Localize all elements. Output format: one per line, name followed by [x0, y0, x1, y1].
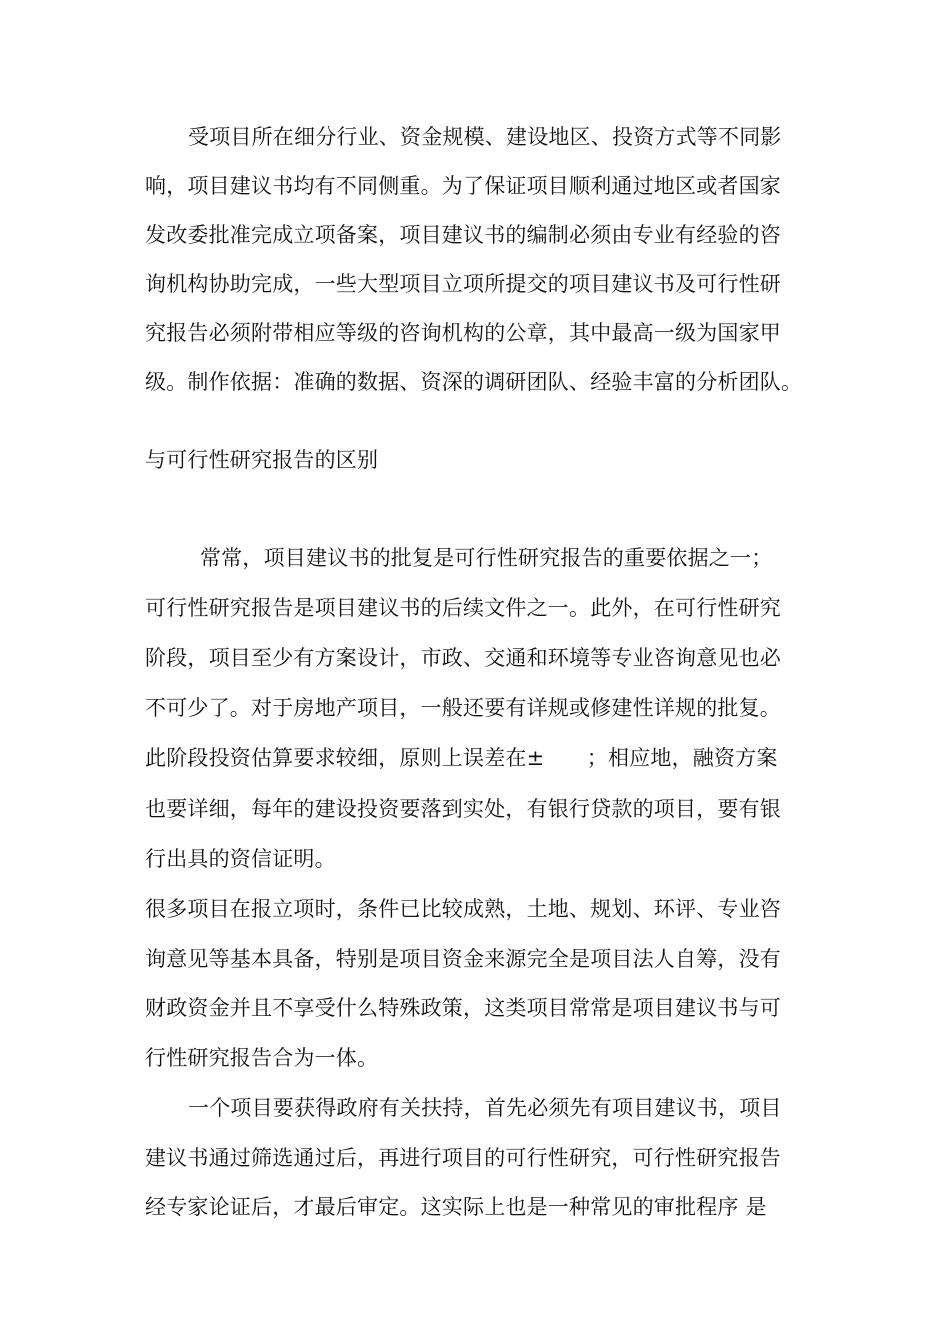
paragraph-1-line-1: 受项目所在细分行业、资金规模、建设地区、投资方式等不同影: [188, 125, 782, 149]
paragraph-3-line-4: 行性研究报告合为一体。: [145, 1046, 379, 1070]
section-heading: 与可行性研究报告的区别: [145, 448, 379, 472]
paragraph-2-line-2: 可行性研究报告是项目建议书的后续文件之一。此外，在可行性研究: [145, 596, 781, 620]
paragraph-1-line-3: 发改委批准完成立项备案，项目建议书的编制必须由专业有经验的咨: [145, 223, 781, 247]
paragraph-1-line-5: 究报告必须附带相应等级的咨询机构的公章，其中最高一级为国家甲: [145, 321, 781, 345]
paragraph-2-line-7: 行出具的资信证明。: [145, 847, 336, 871]
paragraph-4-line-3: 经专家论证后，才最后审定。这实际上也是一种常见的审批程序 是: [145, 1195, 767, 1219]
paragraph-3-line-2: 询意见等基本具备，特别是项目资金来源完全是项目法人自筹，没有: [145, 947, 781, 971]
paragraph-3-line-1: 很多项目在报立项时，条件已比较成熟，土地、规划、环评、专业咨: [145, 897, 781, 921]
paragraph-2-line-5: 此阶段投资估算要求较细，原则上误差在± ；相应地，融资方案: [145, 746, 778, 770]
paragraph-1-line-6: 级。制作依据：准确的数据、资深的调研团队、经验丰富的分析团队。: [145, 370, 803, 394]
paragraph-4-line-1: 一个项目要获得政府有关扶持，首先必须先有项目建议书，项目: [188, 1096, 782, 1120]
paragraph-4-line-2: 建议书通过筛选通过后，再进行项目的可行性研究，可行性研究报告: [145, 1146, 781, 1170]
paragraph-1-line-2: 响，项目建议书均有不同侧重。为了保证项目顺利通过地区或者国家: [145, 174, 781, 198]
paragraph-2-line-3: 阶段，项目至少有方案设计，市政、交通和环境等专业咨询意见也必: [145, 646, 781, 670]
paragraph-2-line-4: 不可少了。对于房地产项目，一般还要有详规或修建性详规的批复。: [145, 696, 781, 720]
paragraph-2-line-1: 常常，项目建议书的批复是可行性研究报告的重要依据之一；: [200, 546, 773, 570]
paragraph-1-line-4: 询机构协助完成，一些大型项目立项所提交的项目建议书及可行性研: [145, 272, 781, 296]
paragraph-2-line-6: 也要详细，每年的建设投资要落到实处，有银行贷款的项目，要有银: [145, 797, 781, 821]
paragraph-3-line-3: 财政资金并且不享受什么特殊政策，这类项目常常是项目建议书与可: [145, 996, 781, 1020]
